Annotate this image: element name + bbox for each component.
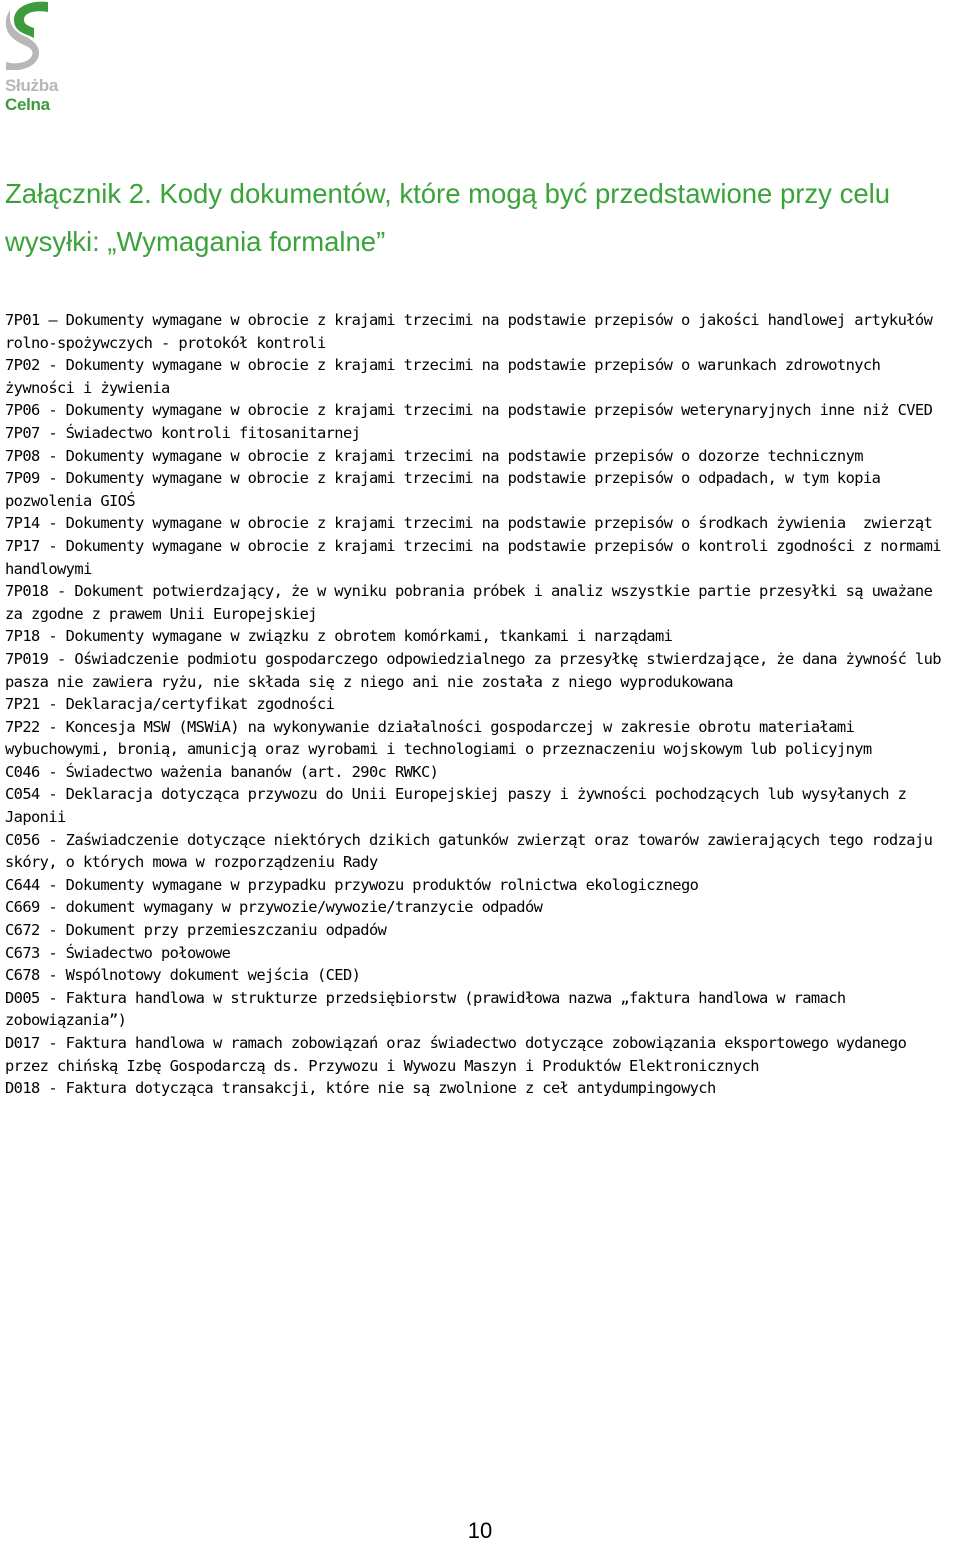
list-item: 7P14 - Dokumenty wymagane w obrocie z krajami trzecimi na podstawie przepisów o środkach żywienia zwierząt: [5, 514, 933, 533]
list-item: 7P01 – Dokumenty wymagane w obrocie z krajami trzecimi na podstawie przepisów o jakości handlowej artykułów rolno-spożywczych - protokół kontroli: [5, 311, 941, 352]
list-item: C672 - Dokument przy przemieszczaniu odpadów: [5, 921, 387, 940]
document-code-list: [5, 309, 955, 1100]
list-item: C046 - Świadectwo ważenia bananów (art. 290c RWKC): [5, 762, 439, 781]
customs-service-logo: [2, 0, 74, 118]
list-item: C673 - Świadectwo połowowe: [5, 943, 231, 962]
list-item: D005 - Faktura handlowa w strukturze przedsiębiorstw (prawidłowa nazwa „faktura handlowa w ramach zobowiązania”): [5, 988, 855, 1030]
list-item: 7P02 - Dokumenty wymagane w obrocie z krajami trzecimi na podstawie przepisów o warunkach zdrowotnych żywności i żywienia: [5, 356, 889, 397]
list-item: C056 - Zaświadczenie dotyczące niektórych dzikich gatunków zwierząt oraz towarów zawierających tego rodzaju skóry, o których mowa w rozporządzeniu Rady: [5, 830, 941, 872]
list-item: 7P18 - Dokumenty wymagane w związku z obrotem komórkami, tkankami i narządami: [5, 627, 673, 646]
list-item: 7P07 - Świadectwo kontroli fitosanitarnej: [5, 423, 361, 442]
logo-wordmark: [5, 76, 58, 114]
logo-line-2: Celna: [5, 95, 50, 114]
list-item: 7P09 - Dokumenty wymagane w obrocie z krajami trzecimi na podstawie przepisów o odpadach, w tym kopia pozwolenia GIOŚ: [5, 469, 889, 510]
list-item: C644 - Dokumenty wymagane w przypadku przywozu produktów rolnictwa ekologicznego: [5, 875, 699, 894]
customs-service-logo-icon: [4, 0, 50, 70]
page-number: 10: [467, 1518, 493, 1543]
list-item: 7P22 - Koncesja MSW (MSWiA) na wykonywanie działalności gospodarczej w zakresie obrotu materiałami wybuchowymi, bronią, amunicją oraz wyrobami i technologiami o przeznaczeniu wojskowym lub policyjnym: [5, 717, 872, 759]
list-item: C054 - Deklaracja dotycząca przywozu do Unii Europejskiej paszy i żywności pochodzących lub wysyłanych z Japonii: [5, 785, 915, 827]
document-title: Załącznik 2. Kody dokumentów, które mogą być przedstawione przy celu wysyłki: „Wymagania formalne”: [5, 178, 891, 257]
list-item: C669 - dokument wymagany w przywozie/wywozie/tranzycie odpadów: [5, 898, 543, 917]
list-item: 7P019 - Oświadczenie podmiotu gospodarczego odpowiedzialnego za przesyłkę stwierdzające, że dana żywność lub pasza nie zawiera ryżu, nie składa się z niego ani nie została z niego wyprodukowana: [5, 649, 950, 691]
logo-line-1: Służba: [5, 76, 58, 95]
list-item: C678 - Wspólnotowy dokument wejścia (CED): [5, 966, 361, 985]
list-item: 7P06 - Dokumenty wymagane w obrocie z krajami trzecimi na podstawie przepisów weterynaryjnych inne niż CVED: [5, 401, 933, 420]
list-item: D018 - Faktura dotycząca transakcji, które nie są zwolnione z ceł antydumpingowych: [5, 1079, 716, 1098]
list-item: 7P17 - Dokumenty wymagane w obrocie z krajami trzecimi na podstawie przepisów o kontroli zgodności z normami handlowymi: [5, 536, 950, 578]
list-item: 7P21 - Deklaracja/certyfikat zgodności: [5, 695, 335, 714]
list-item: 7P08 - Dokumenty wymagane w obrocie z krajami trzecimi na podstawie przepisów o dozorze technicznym: [5, 446, 863, 465]
list-item: 7P018 - Dokument potwierdzający, że w wyniku pobrania próbek i analiz wszystkie partie przesyłki są uważane za zgodne z prawem Unii Europejskiej: [5, 582, 941, 623]
list-item: D017 - Faktura handlowa w ramach zobowiązań oraz świadectwo dotyczące zobowiązania eksportowego wydanego przez chińską Izbę Gospodarczą ds. Przywozu i Wywozu Maszyn i Produktów Elektronicznych: [5, 1034, 915, 1075]
